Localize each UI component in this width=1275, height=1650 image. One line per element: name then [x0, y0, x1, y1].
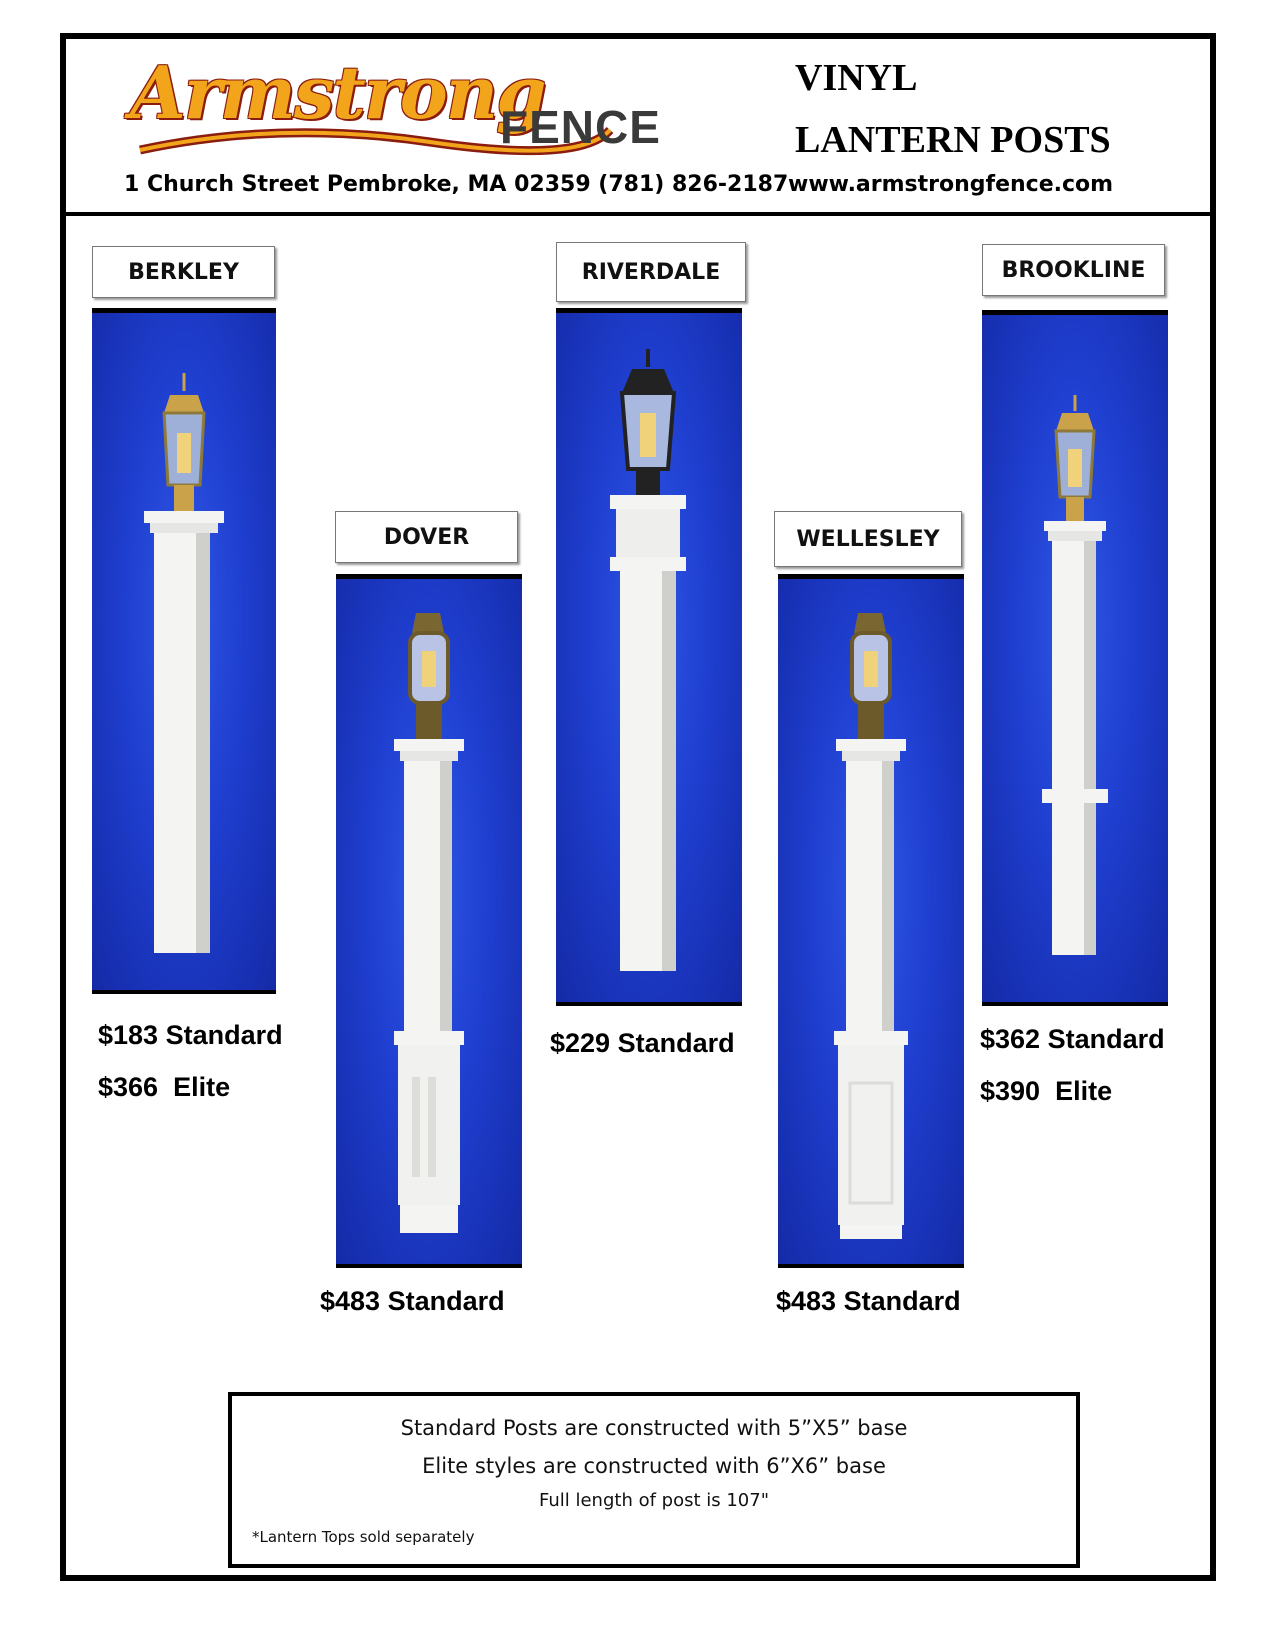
- price-wellesley-standard: $483 Standard: [776, 1286, 961, 1316]
- product-label-riverdale: RIVERDALE: [556, 242, 746, 302]
- lantern-post-icon: [336, 579, 522, 1268]
- armstrong-fence-logo: [130, 50, 690, 180]
- product-photo-dover: [336, 574, 522, 1268]
- contact-address: 1 Church Street Pembroke, MA 02359 (781) 826-2187: [124, 172, 789, 197]
- product-label-wellesley: WELLESLEY: [774, 511, 962, 567]
- lantern-post-icon: [556, 313, 742, 1006]
- note-post-length: Full length of post is 107": [538, 1490, 769, 1511]
- product-photo-brookline: [982, 310, 1168, 1006]
- product-label-berkley: BERKLEY: [92, 246, 275, 298]
- note-lantern-tops: *Lantern Tops sold separately: [252, 1528, 475, 1546]
- note-elite-base: Elite styles are constructed with 6”X6” base: [422, 1454, 886, 1478]
- price-brookline-elite: $390 Elite: [980, 1076, 1113, 1106]
- note-standard-base: Standard Posts are constructed with 5”X5” base: [400, 1416, 908, 1440]
- construction-note-box: [228, 1392, 1080, 1568]
- product-photo-riverdale: [556, 308, 742, 1006]
- price-dover-standard: $483 Standard: [320, 1286, 505, 1316]
- logo-script-text: Armstrong: [130, 50, 545, 135]
- lantern-post-icon: [778, 579, 964, 1268]
- logo-fence-text: FENCE: [500, 101, 661, 153]
- product-photo-wellesley: [778, 574, 964, 1268]
- price-brookline-standard: $362 Standard: [980, 1024, 1165, 1054]
- contact-website[interactable]: www.armstrongfence.com: [788, 172, 1114, 197]
- title-line-2: LANTERN POSTS: [795, 119, 1111, 161]
- product-label-dover: DOVER: [335, 511, 518, 563]
- price-riverdale-standard: $229 Standard: [550, 1028, 735, 1058]
- lantern-post-icon: [92, 313, 276, 994]
- price-berkley-standard: $183 Standard: [98, 1020, 283, 1050]
- title-line-1: VINYL: [795, 57, 918, 99]
- product-label-brookline: BROOKLINE: [982, 244, 1165, 296]
- lantern-post-icon: [982, 315, 1168, 1006]
- product-photo-berkley: [92, 308, 276, 994]
- header-divider: [60, 212, 1216, 216]
- price-berkley-elite: $366 Elite: [98, 1072, 231, 1102]
